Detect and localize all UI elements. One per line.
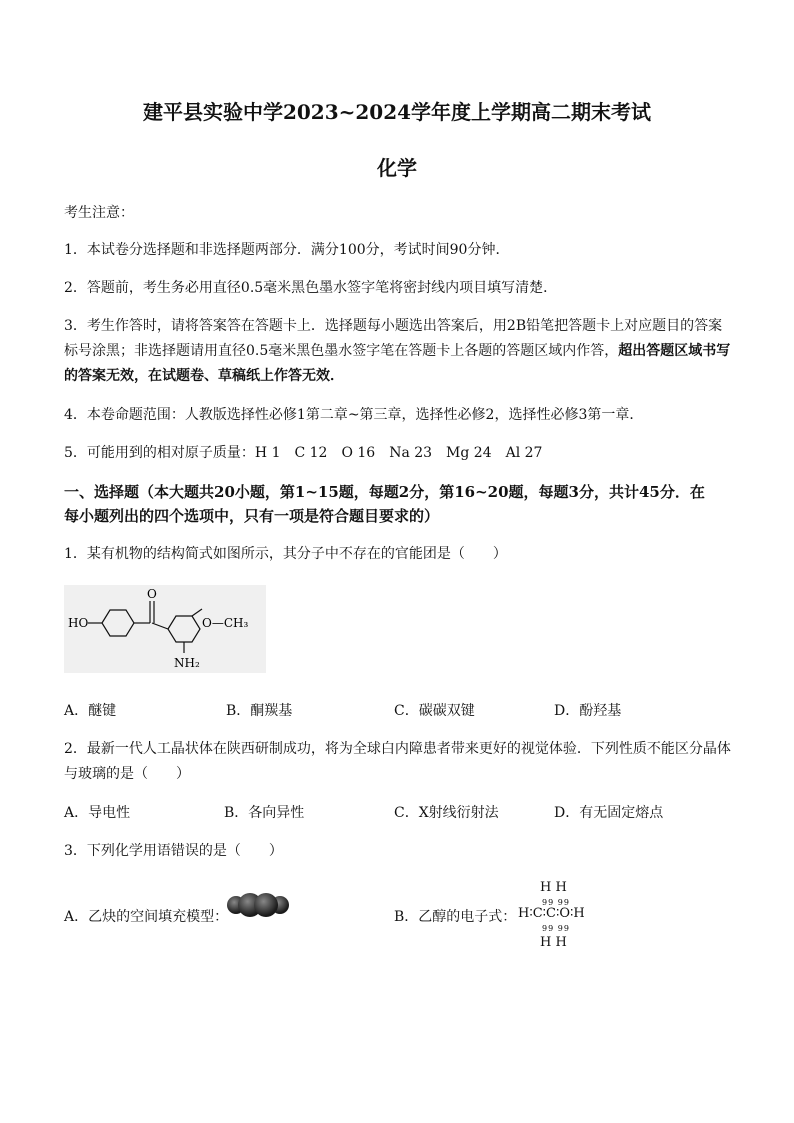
q1-structure-svg: [64, 585, 266, 673]
q1-structure-image: [64, 585, 266, 673]
q1-option-a: A．醚键: [64, 703, 117, 719]
q2-stem-line2: 与玻璃的是（ ）: [64, 766, 190, 782]
q3-stem: 3．下列化学用语错误的是（ ）: [64, 843, 283, 859]
notice-item-2: 2．答题前，考生务必用直径0.5毫米黑色墨水签字笔将密封线内项目填写清楚．: [64, 280, 558, 296]
q1-stem: 1．某有机物的结构简式如图所示，其分子中不存在的官能团是（ ）: [64, 546, 507, 562]
q2-option-c: C．X射线衍射法: [394, 805, 499, 821]
section-heading-line1: 一、选择题（本大题共20小题，第1~15题，每题2分，第16~20题，每题3分，共计45分．在: [64, 483, 705, 501]
q2-option-b: B．各向异性: [224, 805, 305, 821]
q3-option-b: B．乙醇的电子式：: [394, 909, 517, 925]
struct-label-ho: HO: [68, 616, 89, 630]
notice-item-3-line3: 的答案无效，在试题卷、草稿纸上作答无效．: [64, 368, 344, 384]
notice-item-1: 1．本试卷分选择题和非选择题两部分．满分100分，考试时间90分钟．: [64, 242, 510, 258]
notice-item-3-line2-text: 标号涂黑；非选择题请用直径0.5毫米黑色墨水签字笔在答题卡上各题的答题区域内作答，: [64, 343, 619, 359]
q2-option-d: D．有无固定熔点: [554, 805, 664, 821]
q2-option-a: A．导电性: [64, 805, 131, 821]
section-heading-line2: 每小题列出的四个选项中，只有一项是符合题目要求的）: [64, 507, 440, 525]
notice-item-3-line1: 3．考生作答时，请将答案答在答题卡上．选择题每小题选出答案后，用2B铅笔把答题卡上对应题目的答案: [64, 318, 723, 334]
q1-option-c: C．碳碳双键: [394, 703, 475, 719]
notice-item-4: 4．本卷命题范围：人教版选择性必修1第二章~第三章，选择性必修2，选择性必修3第一章．: [64, 407, 644, 423]
ethanol-electron-formula: [518, 880, 638, 960]
ethyne-space-filling-model: [226, 888, 290, 922]
electron-formula-middle: H∶C∶C∶O∶H: [518, 906, 585, 921]
electron-formula-top-h: H H: [540, 880, 567, 895]
electron-formula-bottom-dots: 99 99: [542, 924, 570, 933]
q1-option-b: B．酮羰基: [226, 703, 293, 719]
electron-formula-bottom-h: H H: [540, 935, 567, 950]
q1-option-d: D．酚羟基: [554, 703, 622, 719]
q3-option-a: A．乙炔的空间填充模型：: [64, 909, 229, 925]
exam-title: 建平县实验中学2023~2024学年度上学期高二期末考试: [142, 100, 652, 124]
ethyne-model-svg: [226, 888, 290, 922]
subject-title: 化学: [377, 156, 417, 180]
notice-item-3-bold: 超出答题区域书写: [618, 343, 731, 359]
struct-label-o: O: [147, 587, 157, 601]
struct-label-och3: O—CH₃: [202, 616, 249, 630]
notice-item-5: 5．可能用到的相对原子质量：H 1 C 12 O 16 Na 23 Mg 24 Al 27: [64, 445, 543, 461]
notice-heading: 考生注意：: [64, 205, 134, 221]
struct-label-nh2: NH₂: [174, 656, 200, 670]
electron-formula-top-dots: 99 99: [542, 898, 570, 907]
q2-stem-line1: 2．最新一代人工晶状体在陕西研制成功，将为全球白内障患者带来更好的视觉体验．下列性质不能区分晶体: [64, 741, 731, 757]
notice-item-3-line2: [64, 340, 730, 360]
